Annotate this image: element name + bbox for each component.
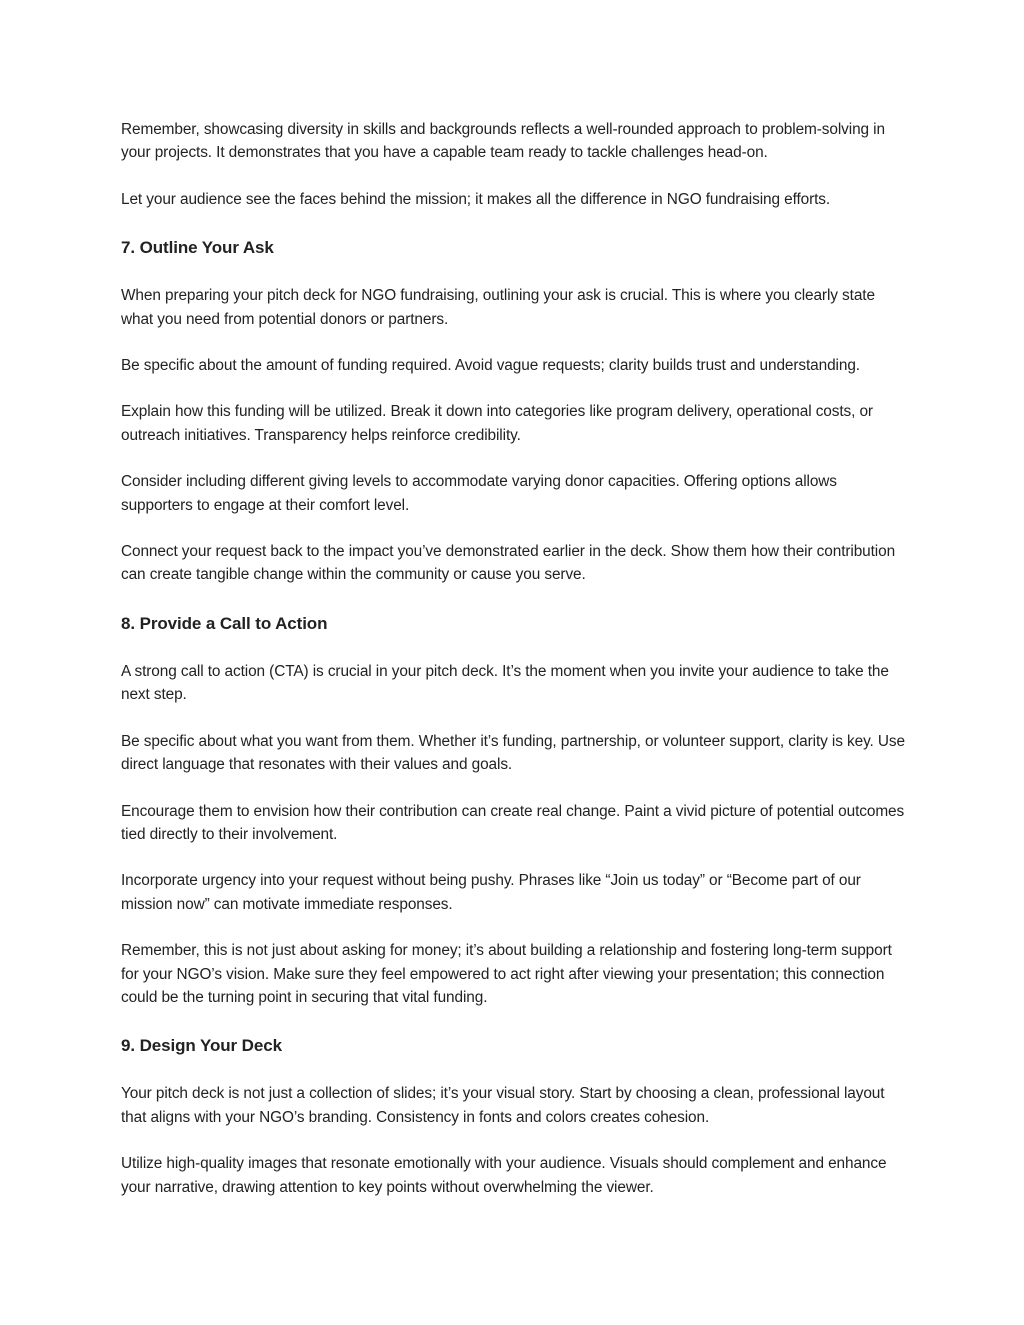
paragraph: Utilize high-quality images that resonate emotionally with your audience. Visuals should complement and enhance your narrative, drawing attention to key points without overwhelming the viewer. [121,1155,887,1196]
section-heading: 9. Design Your Deck [121,1036,282,1056]
paragraph: Be specific about the amount of funding required. Avoid vague requests; clarity builds trust and understanding. [121,357,860,375]
section-outline-your-ask [121,236,906,587]
paragraph: Let your audience see the faces behind the mission; it makes all the difference in NGO fundraising efforts. [121,190,831,208]
paragraph: Consider including different giving levels to accommodate varying donor capacities. Offering options allows supporters to engage at their comfort level. [121,473,837,514]
section-design-your-deck [121,1034,906,1199]
paragraph: Incorporate urgency into your request without being pushy. Phrases like “Join us today” or “Become part of our mission now” can motivate immediate responses. [121,872,861,913]
paragraph: Remember, showcasing diversity in skills and backgrounds reflects a well-rounded approach to problem-solving in your projects. It demonstrates that you have a capable team ready to tackle challenges head-on. [121,121,885,162]
document-page [121,118,906,1222]
paragraph: Connect your request back to the impact you’ve demonstrated earlier in the deck. Show them how their contribution can create tangible change within the community or cause you serve. [121,543,896,584]
paragraph: Be specific about what you want from them. Whether it’s funding, partnership, or volunteer support, clarity is key. Use direct language that resonates with their values and goals. [121,732,905,774]
paragraph: Remember, this is not just about asking for money; it’s about building a relationship and fostering long-term support for your NGO’s vision. Make sure they feel empowered to act right after viewing your presentation; this connection could be the turning point in securing that vital funding. [121,942,892,1006]
section-intro [121,118,906,211]
section-heading: 7. Outline Your Ask [121,238,274,258]
section-call-to-action [121,612,906,1009]
paragraph: A strong call to action (CTA) is crucial in your pitch deck. It’s the moment when you invite your audience to take the next step. [121,662,889,704]
section-heading: 8. Provide a Call to Action [121,613,328,633]
paragraph: Explain how this funding will be utilized. Break it down into categories like program delivery, operational costs, or outreach initiatives. Transparency helps reinforce credibility. [121,403,873,444]
paragraph: When preparing your pitch deck for NGO fundraising, outlining your ask is crucial. This is where you clearly state what you need from potential donors or partners. [121,287,875,328]
paragraph: Encourage them to envision how their contribution can create real change. Paint a vivid picture of potential outcomes tied directly to their involvement. [121,802,905,843]
paragraph: Your pitch deck is not just a collection of slides; it’s your visual story. Start by choosing a clean, professional layout that aligns with your NGO’s branding. Consistency in fonts and colors creates cohesion. [121,1085,885,1126]
